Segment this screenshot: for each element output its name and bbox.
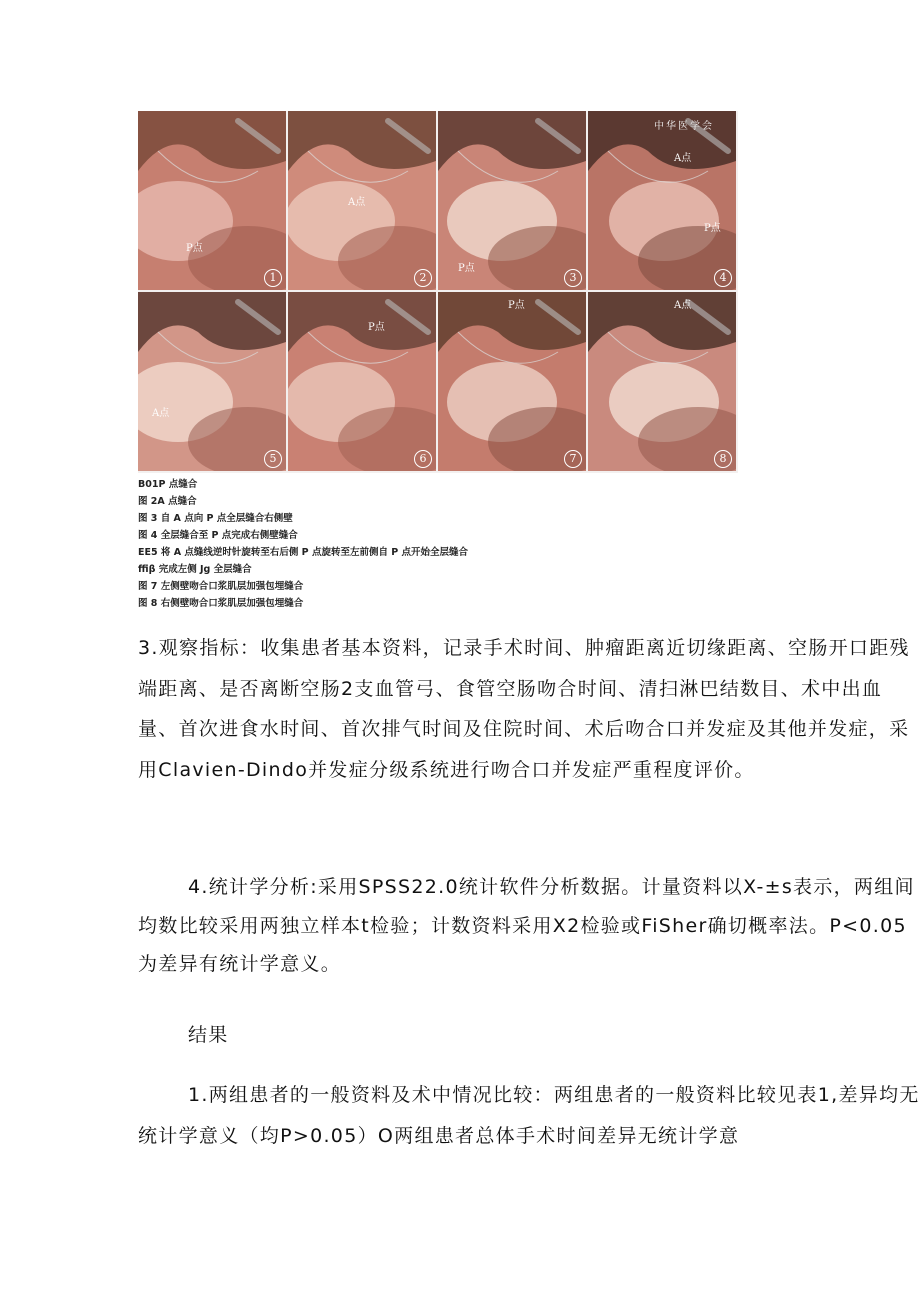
panel-point-label: P点 [458, 263, 475, 274]
panel-point-label: A点 [152, 408, 170, 419]
figure-panel-5 [138, 292, 286, 471]
panel-point-label: A点 [674, 300, 692, 311]
panel-number: 1 [264, 269, 282, 287]
panel-point-label: P点 [704, 223, 721, 234]
figure-panel-3 [438, 111, 586, 290]
paragraph-results-general: 1.两组患者的一般资料及术中情况比较：两组患者的一般资料比较见表1,差异均无统计学意义（均P>0.05）O两组患者总体手术时间差异无统计学意 [138, 1084, 920, 1147]
figure-panel-6 [288, 292, 436, 471]
caption: ffiβ 完成左侧 Jg 全层缝合 [138, 564, 252, 575]
figure-panel-1 [138, 111, 286, 290]
watermark: 中华医学会 [654, 121, 714, 132]
paragraph-observation-indicators: 3.观察指标：收集患者基本资料，记录手术时间、肿瘤距离近切缘距离、空肠开口距残端距离、是否离断空肠2支血管弓、食管空肠吻合时间、清扫淋巴结数目、术中出血量、首次进食水时间、首次排气时间及住院时间、术后吻合口并发症及其他并发症，采用Clavien-Dindo并发症分级系统进行吻合口并发症严重程度评价。 [138, 637, 910, 781]
figure-panel-8 [588, 292, 736, 471]
figure-panel-2 [288, 111, 436, 290]
section-heading-results: 结果 [188, 1024, 229, 1046]
panel-point-label: A点 [348, 197, 366, 208]
caption: B01P 点缝合 [138, 479, 198, 490]
panel-point-label: P点 [508, 300, 525, 311]
caption: 图 2A 点缝合 [138, 496, 197, 507]
caption: 图 3 自 A 点向 P 点全层缝合右侧壁 [138, 513, 293, 524]
figure-panel-4 [588, 111, 736, 290]
paragraph-statistical-analysis: 4.统计学分析:采用SPSS22.0统计软件分析数据。计量资料以X-±s表示，两组间均数比较采用两独立样本t检验；计数资料采用X2检验或FiSher确切概率法。P<0.05为差异有统计学意义。 [138, 876, 915, 975]
panel-number: 7 [564, 450, 582, 468]
panel-point-label: P点 [186, 243, 203, 254]
panel-number: 5 [264, 450, 282, 468]
caption: EE5 将 A 点缝线逆时针旋转至右后侧 P 点旋转至左前侧自 P 点开始全层缝合 [138, 547, 469, 558]
panel-number: 4 [714, 269, 732, 287]
panel-number: 8 [714, 450, 732, 468]
panel-point-label: P点 [368, 322, 385, 333]
caption: 图 8 右侧壁吻合口浆肌层加强包埋缝合 [138, 598, 304, 609]
surgical-figure [138, 111, 738, 473]
panel-number: 2 [414, 269, 432, 287]
figure-panel-7 [438, 292, 586, 471]
panel-number: 6 [414, 450, 432, 468]
caption: 图 4 全层缝合至 P 点完成右侧壁缝合 [138, 530, 298, 541]
panel-point-label: A点 [674, 153, 692, 164]
caption: 图 7 左侧壁吻合口浆肌层加强包埋缝合 [138, 581, 304, 592]
panel-number: 3 [564, 269, 582, 287]
figure-captions [138, 476, 758, 612]
